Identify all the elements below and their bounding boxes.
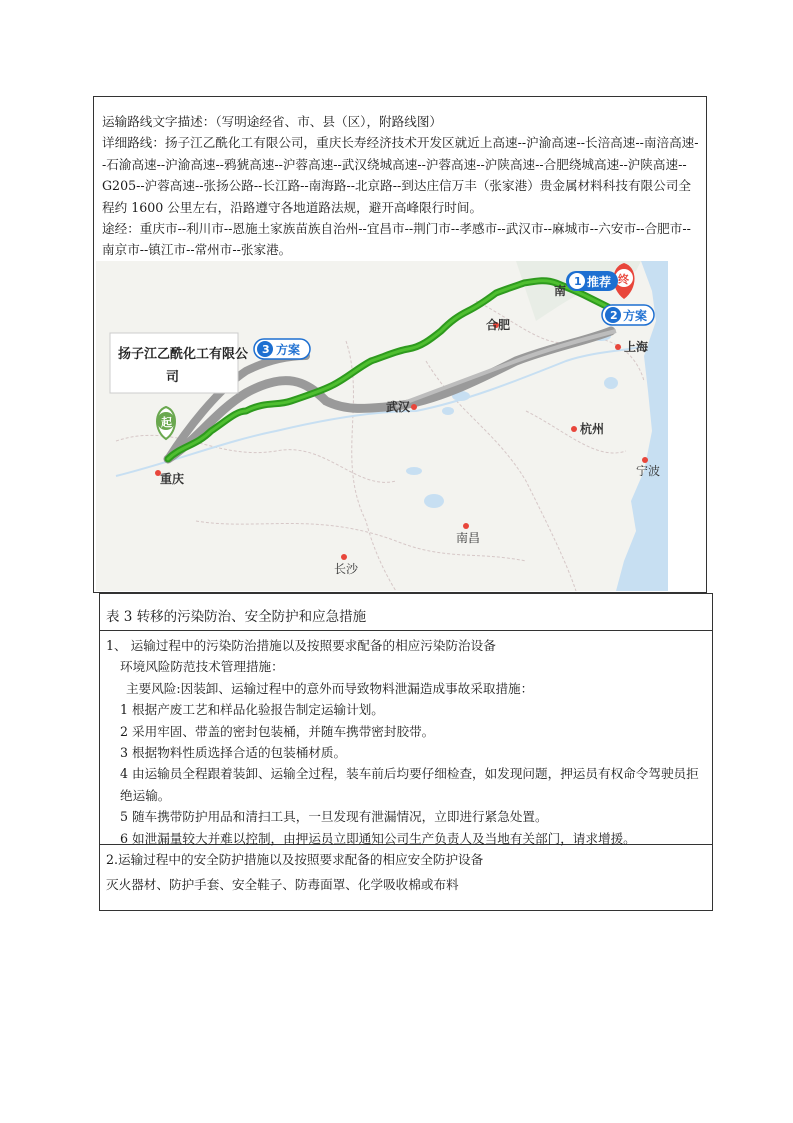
city-hefei: 合肥 [486,318,511,332]
city-chongqing: 重庆 [160,472,185,486]
route-heading: 运输路线文字描述：（写明途经省、市、县（区），附路线图） [102,114,443,129]
city-shanghai: 上海 [624,340,649,354]
option3-num: 3 [262,343,270,356]
route-text [102,111,702,261]
route-via: 途经：重庆市--利川市--恩施土家族苗族自治州--宜昌市--荆门市--孝感市--武汉市--麻城市--六安市--合肥市--南京市--镇江市--常州市--张家港。 [102,221,691,258]
end-marker-label: 终 [618,273,629,286]
pollution-risk: 主要风险:因装卸、运输过程中的意外而导致物料泄漏造成事故采取措施： [126,680,534,696]
company-label-line1: 扬子江乙酰化工有限公 [118,347,249,362]
option2-num: 2 [610,309,618,322]
option1-label: 推荐 [587,275,612,289]
option2-badge[interactable] [602,305,654,325]
table-3 [99,593,713,911]
route-section [93,96,707,593]
pollution-heading: 1、 运输过程中的污染防治措施以及按照要求配备的相应污染防治设备 [106,638,496,653]
measure-item: 2 采用牢固、带盖的密封包装桶，并随车携带密封胶带。 [120,723,435,739]
table-3-row-safety [100,845,712,910]
option1-badge[interactable] [566,271,618,291]
company-callout [110,333,253,393]
measure-item: 3 根据物料性质选择合适的包装桶材质。 [120,745,347,761]
option2-label: 方案 [623,309,648,323]
table-3-title: 表 3 转移的污染防治、安全防护和应急措施 [100,594,712,631]
measure-item: 5 随车携带防护用品和清扫工具，一旦发现有泄漏情况，立即进行紧急处置。 [120,809,548,825]
city-changsha: 长沙 [334,562,359,576]
pollution-content [106,635,706,849]
city-nan: 南 [554,284,567,298]
measure-item: 4 由运输员全程跟着装卸、运输全过程，装车前后均要仔细检查，如发现问题，押运员有权命令驾驶员拒绝运输。 [120,766,699,803]
safety-content [106,849,706,896]
measure-item: 6 如泄漏量较大并难以控制，由押运员立即通知公司生产负责人及当地有关部门，请求增援。 [120,830,636,846]
start-marker-label: 起 [161,416,172,429]
city-wuhan: 武汉 [386,400,411,414]
company-label-line2: 司 [166,370,180,385]
route-detail: 详细路线：扬子江乙酰化工有限公司，重庆长寿经济技术开发区就近上高速--沪渝高速--长涪高速--南涪高速--石渝高速--沪渝高速--鸦猇高速--沪蓉高速--武汉绕城高速--沪蓉高速--沪陕高速--合肥绕城高速--沪陕高速--G205--沪蓉高速--张扬公路--长江路--南海路--北京路--到达庄信万丰（张家港）贵金属材料科技有限公司全程约 1600 公里左右，沿路遵守各地道路法规，避开高峰限行时间。 [102,135,699,215]
city-nanchang: 南昌 [456,531,481,545]
pollution-subheading: 环境风险防范技术管理措施： [120,659,284,675]
route-map [96,261,668,591]
safety-heading: 2.运输过程中的安全防护措施以及按照要求配备的相应安全防护设备 [106,852,484,867]
safety-equipment: 灭火器材、防护手套、安全鞋子、防毒面罩、化学吸收棉或布料 [106,877,459,893]
option3-badge[interactable] [254,339,310,359]
option3-label: 方案 [276,343,301,357]
city-hangzhou: 杭州 [580,422,605,436]
option1-num: 1 [574,275,582,288]
table-3-row-pollution [100,631,712,845]
city-ningbo: 宁波 [636,464,661,478]
route-map-svg [96,261,668,591]
measure-item: 1 根据产废工艺和样品化验报告制定运输计划。 [120,702,384,718]
start-marker[interactable] [157,407,175,439]
